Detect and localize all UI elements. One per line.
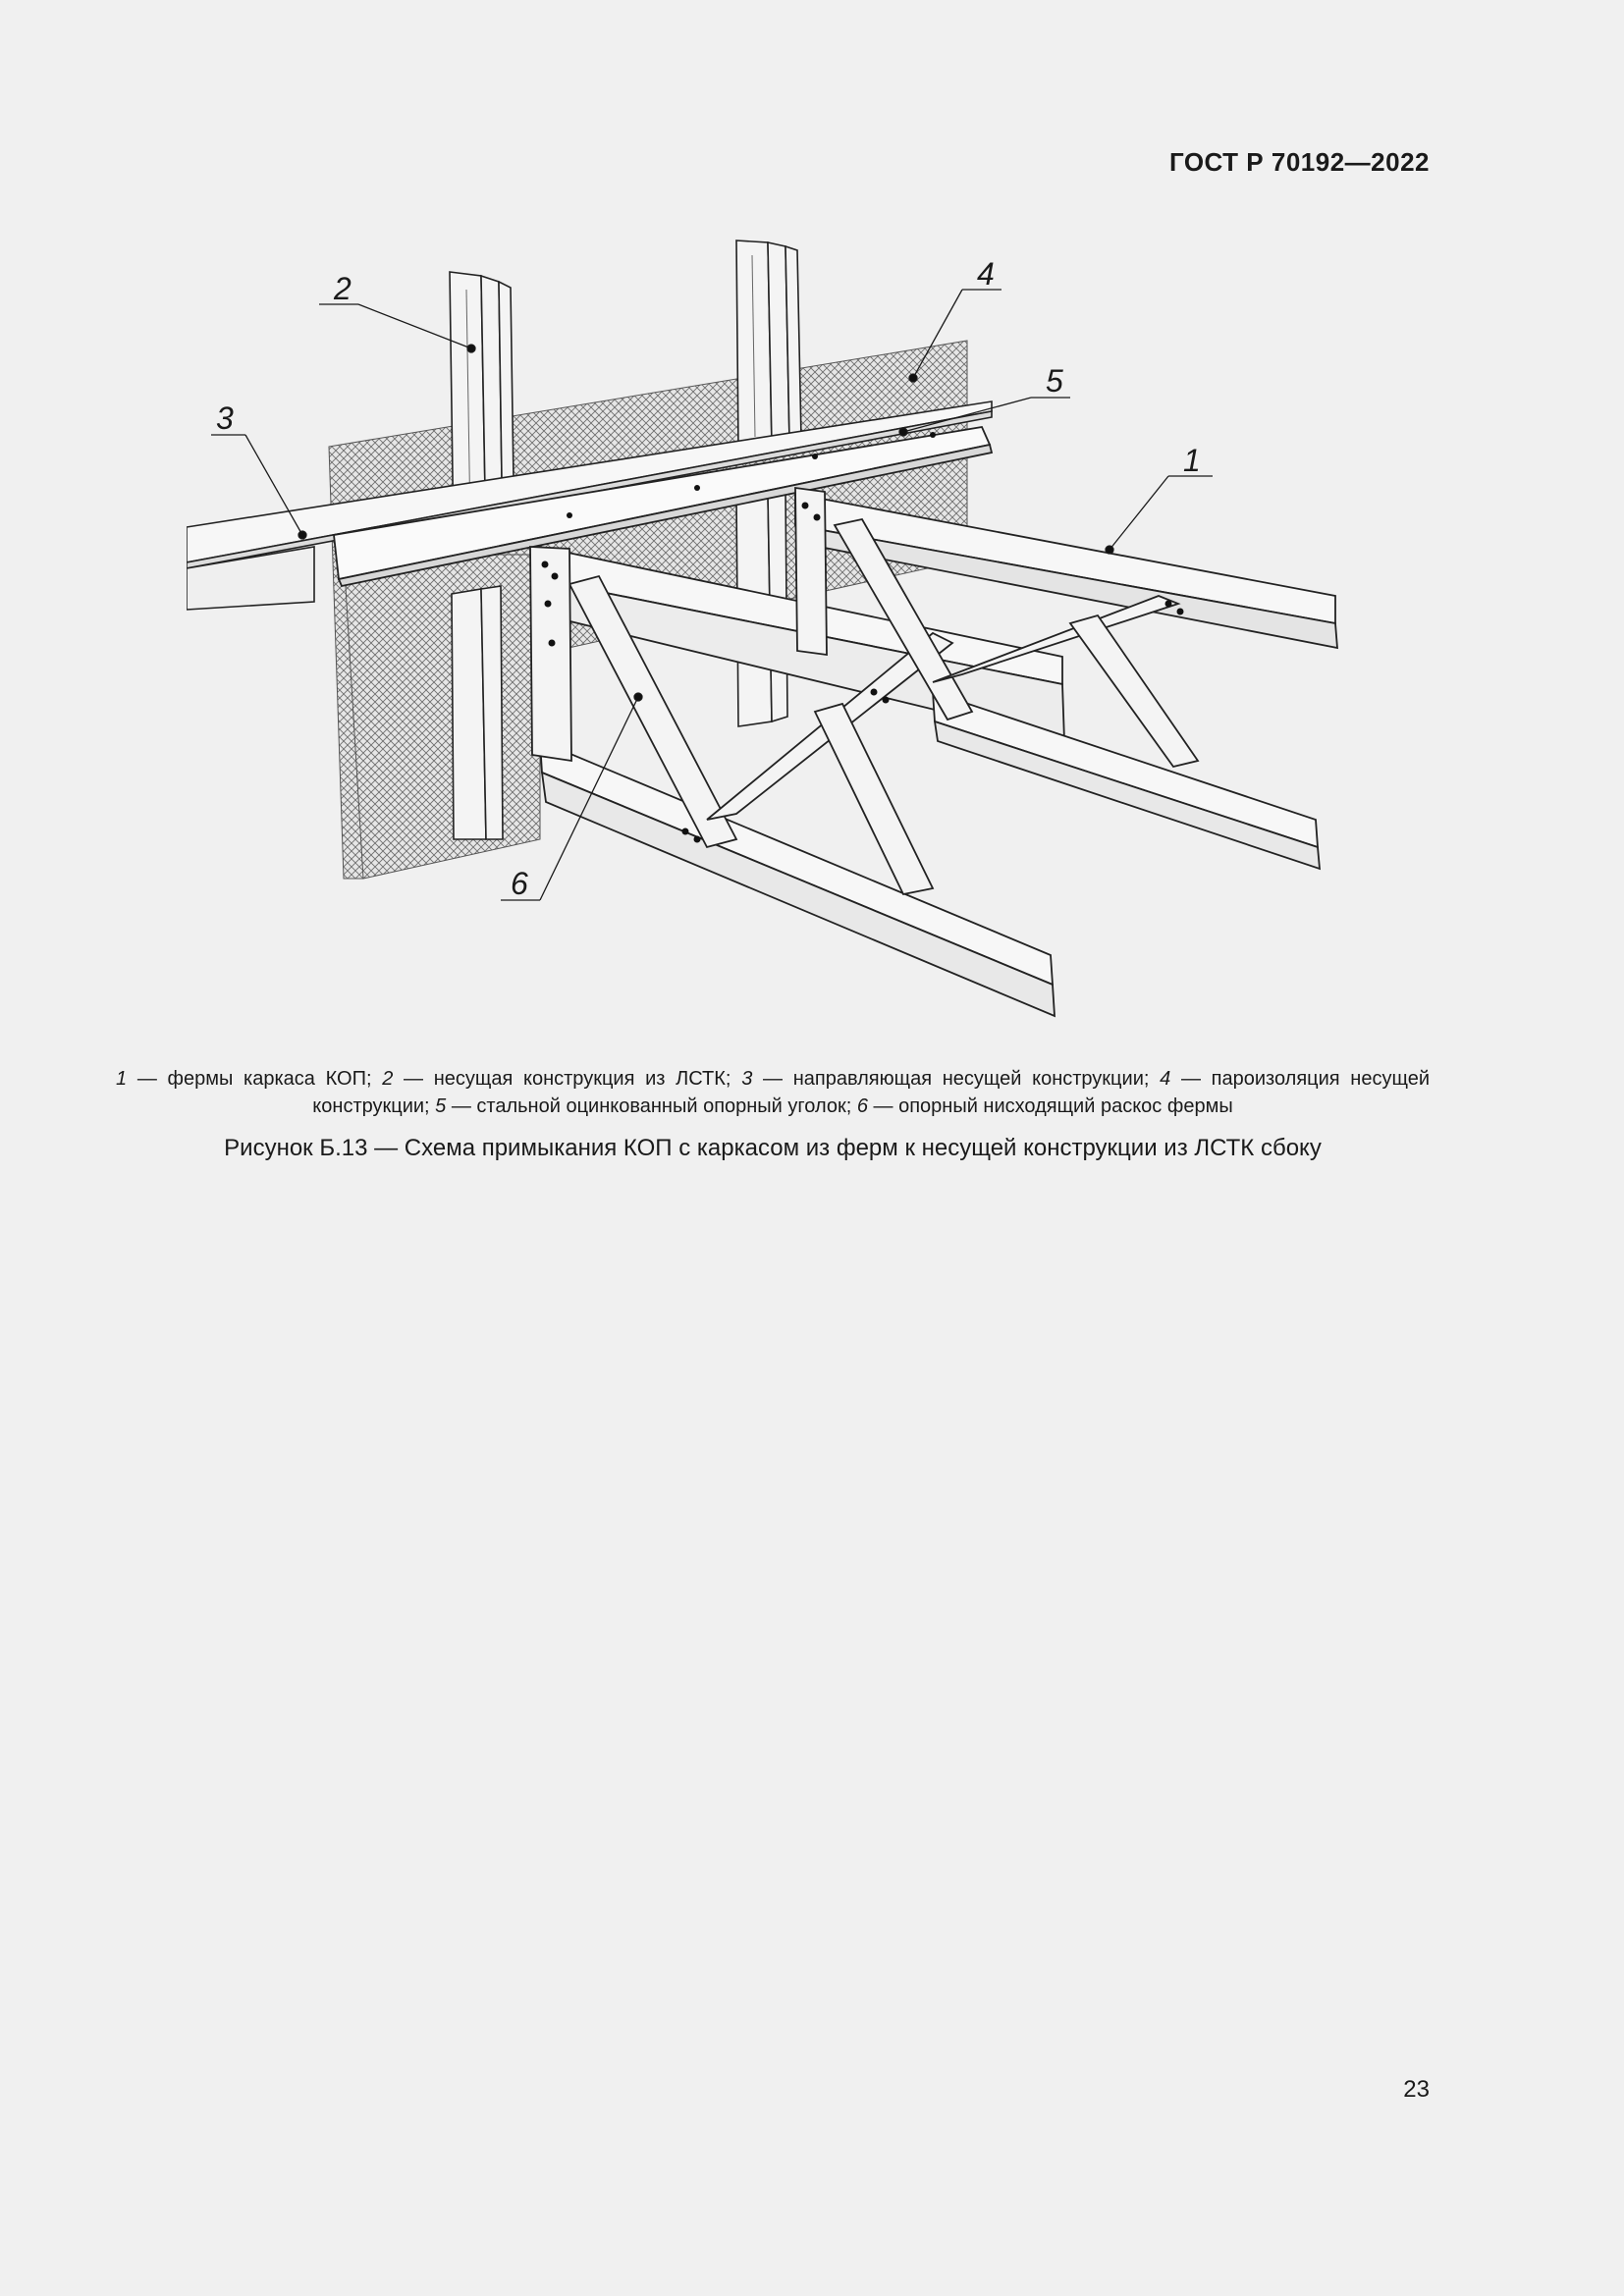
callout-4: 4 <box>977 256 995 292</box>
truss-end-post-back <box>795 488 827 655</box>
figure-legend <box>116 1065 1430 1120</box>
legend-item-6: 6 — опорный нисходящий раскос фермы <box>856 1095 1233 1117</box>
legend-item-4: 4 — пароизоляция несущей конструкции; <box>312 1068 1430 1117</box>
document-header-code: ГОСТ Р 70192—2022 <box>1168 147 1430 177</box>
legend-item-2: 2 — несущая конструкция из ЛСТК; <box>382 1068 742 1090</box>
truss-end-post-front <box>530 547 571 761</box>
legend-item-3: 3 — направляющая несущей конструкции; <box>741 1068 1161 1090</box>
truss-bottom-chord-back <box>933 692 1320 869</box>
legend-item-5: 5 — стальной оцинкованный опорный уголок; <box>435 1095 857 1117</box>
truss-junction-drawing <box>187 231 1384 1036</box>
callout-1: 1 <box>1183 443 1201 478</box>
callout-3: 3 <box>216 400 234 436</box>
truss-bottom-chord-front <box>540 741 1055 1016</box>
callout-5: 5 <box>1046 363 1063 399</box>
page-number: 23 <box>1403 2076 1430 2103</box>
lstk-post-left-lower <box>452 586 503 839</box>
figure-caption: Рисунок Б.13 — Схема примыкания КОП с каркасом из ферм к несущей конструкции из ЛСТК сбоку <box>224 1135 1322 1161</box>
technical-drawing <box>187 231 1384 1036</box>
vapor-barrier-lower <box>344 555 540 879</box>
legend-item-1: 1 — фермы каркаса КОП; <box>116 1068 383 1090</box>
lstk-post-right <box>736 240 801 449</box>
callout-6: 6 <box>511 866 528 901</box>
callout-2: 2 <box>334 271 352 306</box>
